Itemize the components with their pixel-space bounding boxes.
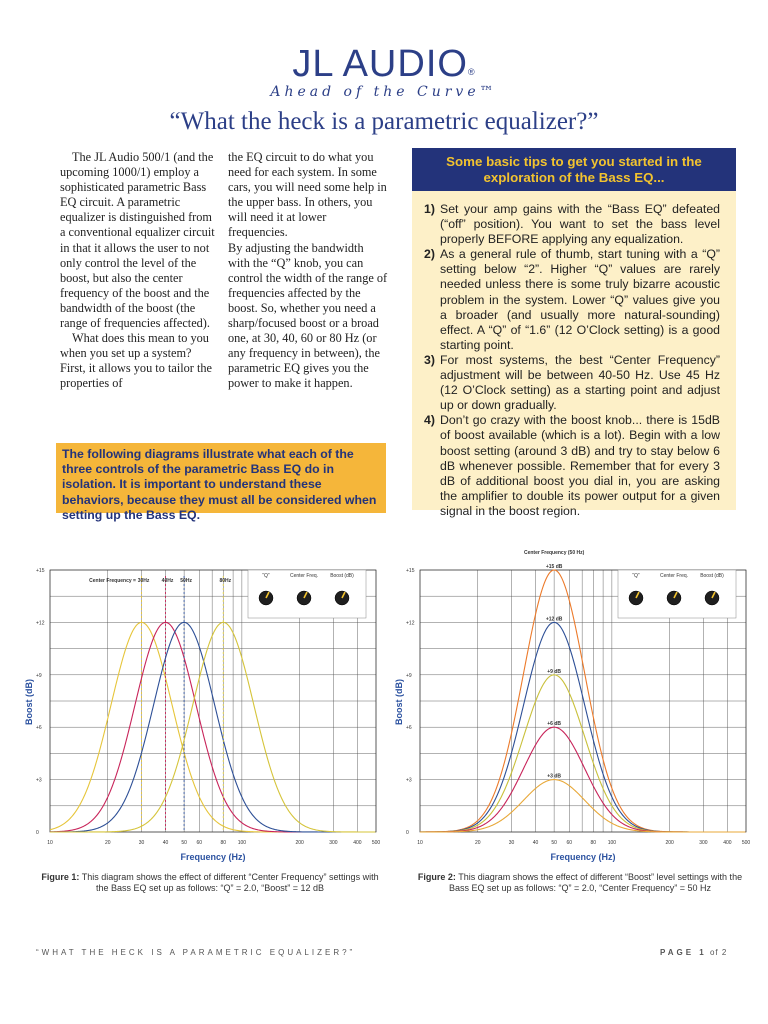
- x-tick-label: 50: [181, 840, 187, 846]
- caption-label: Figure 2:: [417, 872, 456, 882]
- tip-item: [424, 247, 720, 353]
- x-tick-label: 30: [508, 840, 515, 846]
- y-tick-label: +9: [406, 672, 412, 679]
- x-tick-label: 400: [353, 840, 362, 846]
- knob-label: Boost (dB): [700, 573, 724, 579]
- tip-text: For most systems, the best “Center Frequency” adjustment will be between 40-50 Hz. Use 45 Hz (12 O’Clock setting) as a starting point and adjust up or down gradually.: [440, 352, 720, 413]
- x-tick-label: 30: [138, 840, 145, 846]
- tip-number: 4): [424, 413, 435, 428]
- tips-heading: Some basic tips to get you started in the exploration of the Bass EQ...: [412, 148, 736, 191]
- x-axis-label: Frequency (Hz): [180, 852, 246, 862]
- x-tick-label: 500: [741, 840, 751, 846]
- intro-paragraph: the EQ circuit to do what you need for each system. In some cars, you will need some help in the upper bass. In others, you will need it at lower frequencies.: [228, 150, 387, 240]
- x-tick-label: 80: [220, 840, 227, 846]
- y-tick-label: +12: [406, 620, 415, 627]
- x-tick-label: 10: [47, 840, 53, 846]
- knob-label: Center Freq.: [289, 573, 319, 579]
- intro-paragraph: What does this mean to you when you set up a system? First, it allows you to tailor the properties of: [60, 331, 212, 391]
- y-tick-label: +12: [36, 620, 45, 627]
- figure-2-caption: [410, 872, 750, 894]
- brand-logo: [0, 44, 768, 100]
- caption-text: This diagram shows the effect of different “Boost” level settings with the Bass EQ set up as follows: “Q” = 2.0, “Center Frequency” = 50 Hz: [448, 872, 743, 893]
- tip-item: [424, 202, 720, 247]
- y-axis-label: Boost (dB): [394, 679, 404, 725]
- x-tick-label: 80: [590, 840, 597, 846]
- y-tick-label: 0: [406, 830, 409, 836]
- x-tick-label: 60: [196, 840, 203, 846]
- figure-2-svg: [390, 536, 754, 866]
- x-tick-label: 20: [474, 840, 481, 846]
- knob-label: “Q”: [632, 573, 640, 579]
- y-tick-label: +9: [36, 672, 42, 679]
- brand-registered-mark: ®: [467, 67, 476, 77]
- tip-text: Don’t go crazy with the boost knob... there is 15dB of boost available (which is a lot). Begin with a low boost setting (around 3 dB) and try to stay below 6 dB whenever possible. Remember that for every 3 dB of additional boost you dial in, you are asking the amplifier to double its power output for a given signal in the boost region.: [440, 413, 720, 518]
- brand-name: JL AUDIO: [292, 43, 468, 85]
- x-axis-label: Frequency (Hz): [550, 852, 616, 862]
- page-total: of 2: [709, 948, 728, 957]
- series-label: +9 dB: [547, 668, 562, 675]
- diagram-callout: The following diagrams illustrate what each of the three controls of the parametric Bass EQ do in isolation. It is important to understand these behaviors, because they must all be considered when setting up the Bass EQ.: [56, 443, 386, 513]
- y-tick-label: +15: [406, 568, 415, 574]
- center-frequency-annotation: Center Frequency =: [89, 578, 136, 585]
- figure-1-caption: [40, 872, 380, 894]
- x-tick-label: 50: [551, 840, 557, 846]
- tips-list: [412, 191, 736, 519]
- tip-text: As a general rule of thumb, start tuning with a “Q” setting below “2”. Higher “Q” values are rarely needed unless there is some truly bizarre acoustic problem in the system. Lower “Q” values give you a broader (and usually more natural-sounding) effect. A “Q” of “1.6” (12 O’Clock setting) is a good starting point.: [440, 247, 720, 352]
- series-label: +15 dB: [545, 564, 563, 570]
- x-tick-label: 500: [371, 840, 381, 846]
- y-tick-label: 0: [36, 830, 39, 836]
- page-title: “What the heck is a parametric equalizer?”: [169, 108, 599, 135]
- x-tick-label: 100: [237, 840, 247, 846]
- x-tick-label: 40: [532, 840, 539, 846]
- y-tick-label: +6: [406, 725, 412, 732]
- tip-text: Set your amp gains with the “Bass EQ” defeated (“off” position). You want to set the bass level properly BEFORE applying any equalization.: [440, 202, 720, 247]
- figure-1-chart: [20, 536, 384, 866]
- tip-number: 3): [424, 352, 435, 367]
- y-tick-label: +6: [36, 725, 42, 732]
- tip-number: 2): [424, 247, 435, 262]
- figure-1-svg: [20, 536, 384, 866]
- center-frequency-annotation: Center Frequency (50 Hz): [523, 550, 585, 556]
- y-tick-label: +15: [36, 568, 45, 574]
- series-label: 50Hz: [180, 578, 192, 585]
- series-label: 30Hz: [137, 578, 150, 585]
- intro-paragraph: By adjusting the bandwidth with the “Q” knob, you can control the width of the range of frequencies affected by the boost. So, whether you need a sharp/focused boost or a broad one, at 30, 40, 60 or 80 Hz (or any frequency in between), the parametric EQ gives you the power to make it happen.: [228, 240, 388, 391]
- knob-label: Center Freq.: [659, 573, 689, 579]
- caption-text: This diagram shows the effect of different “Center Frequency” settings with the Bass EQ set up as follows: “Q” = 2.0, “Boost” = 12 dB: [81, 872, 379, 893]
- intro-column-1: [60, 150, 220, 392]
- x-tick-label: 100: [607, 840, 617, 846]
- intro-column-2: [228, 150, 388, 392]
- x-tick-label: 400: [723, 840, 732, 846]
- page-number: [660, 948, 727, 957]
- x-tick-label: 300: [699, 840, 708, 846]
- x-tick-label: 20: [104, 840, 111, 846]
- y-tick-label: +3: [36, 777, 42, 784]
- intro-paragraph: The JL Audio 500/1 (and the upcoming 1000/1) employ a sophisticated parametric Bass EQ circuit. A parametric equalizer is distinguished from a conventional equalizer circuit in that it allows the user to not only control the level of the boost, but also the center frequency of the boost and the bandwidth of the boost (the range of frequencies affected).: [60, 150, 215, 331]
- series-label: 80Hz: [219, 578, 232, 585]
- knob-label: Boost (dB): [330, 573, 354, 579]
- series-label: +3 dB: [547, 773, 562, 780]
- y-axis-label: Boost (dB): [24, 679, 34, 725]
- tip-item: [424, 353, 720, 413]
- x-tick-label: 10: [417, 840, 423, 846]
- x-tick-label: 200: [665, 840, 674, 846]
- caption-label: Figure 1:: [41, 872, 80, 882]
- figure-2-chart: [390, 536, 754, 866]
- y-tick-label: +3: [406, 777, 412, 784]
- x-tick-label: 60: [566, 840, 573, 846]
- x-tick-label: 200: [295, 840, 304, 846]
- tips-box: [412, 148, 736, 518]
- x-tick-label: 300: [329, 840, 338, 846]
- tip-item: [424, 413, 720, 519]
- series-label: 40Hz: [161, 578, 174, 585]
- footer-title: “WHAT THE HECK IS A PARAMETRIC EQUALIZER?”: [36, 948, 356, 957]
- brand-tagline: Ahead of the Curve™: [270, 84, 498, 100]
- series-label: +12 dB: [545, 616, 563, 623]
- tip-number: 1): [424, 202, 435, 216]
- knob-label: “Q”: [262, 573, 270, 579]
- x-tick-label: 40: [162, 840, 169, 846]
- series-label: +6 dB: [547, 721, 562, 728]
- page-label: PAGE 1: [660, 948, 707, 957]
